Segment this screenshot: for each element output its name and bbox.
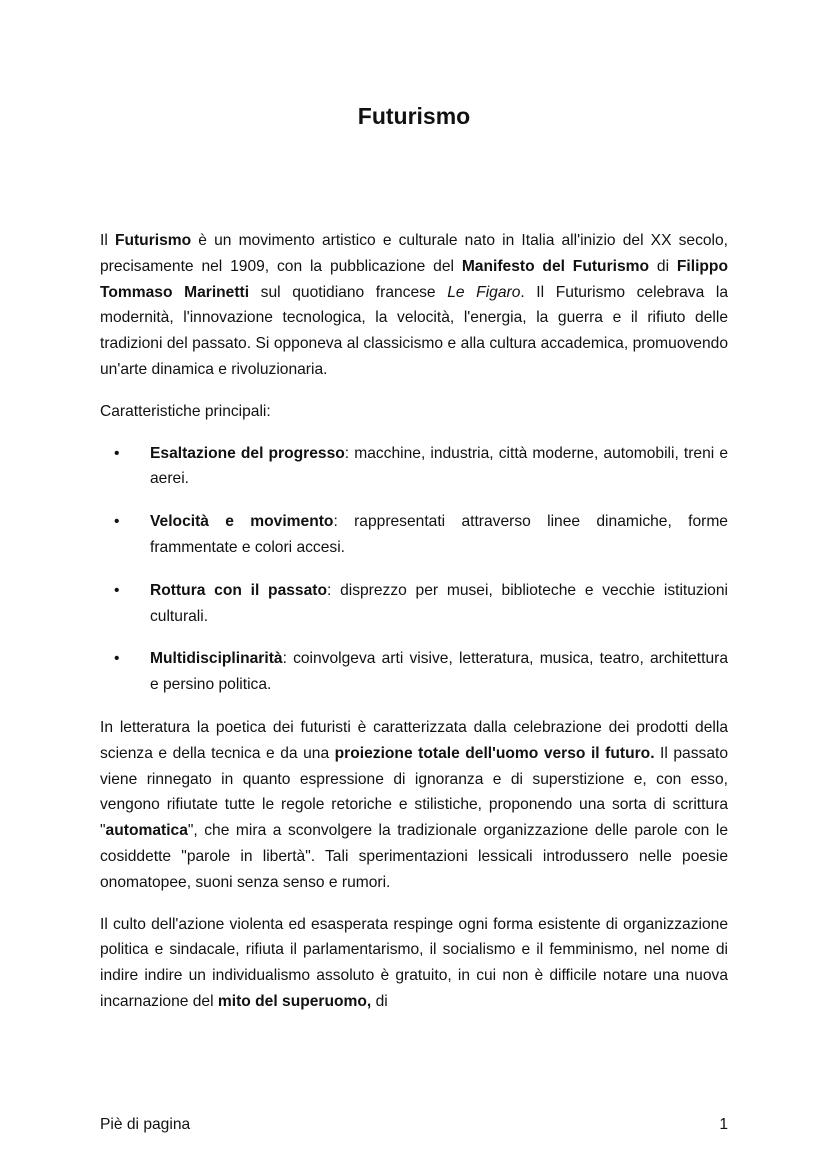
text-run: . Il Futurismo celebrava la modernità, l'innovazione tecnologica, la velocità, l'energia, la guerra e il rifiuto delle tradizioni del passato. Si opponeva al classicismo e alla cultura accademica, promuovendo un'arte dinamica e rivoluzionaria. bbox=[100, 283, 728, 378]
bold-term: Esaltazione del progresso bbox=[150, 444, 345, 462]
document-body bbox=[100, 228, 728, 1031]
text-run: di bbox=[649, 257, 677, 275]
bold-term: Manifesto del Futurismo bbox=[461, 257, 650, 275]
literature-paragraph bbox=[100, 715, 728, 896]
text-run: Il bbox=[100, 232, 115, 249]
features-list bbox=[100, 441, 728, 698]
bold-term: Rottura con il passato bbox=[150, 581, 327, 599]
list-item bbox=[100, 578, 728, 630]
bullet-icon: • bbox=[114, 513, 120, 531]
footer-label: Piè di pagina bbox=[100, 1116, 191, 1133]
bold-term: proiezione totale dell'uomo verso il futuro. bbox=[334, 744, 655, 762]
text-run: ", che mira a sconvolgere la tradizionale organizzazione delle parole con le cosiddette "parole in libertà". Tali sperimentazioni lessicali introdussero nelle poesie onomatopee, suoni senza senso e rumori. bbox=[100, 822, 728, 891]
bold-term: mito del superuomo, bbox=[217, 992, 372, 1010]
bold-term: Futurismo bbox=[114, 232, 192, 249]
bold-term: Filippo Tommaso Marinetti bbox=[100, 257, 728, 301]
features-heading: Caratteristiche principali: bbox=[100, 402, 271, 420]
bullet-icon: • bbox=[114, 444, 120, 462]
bold-term: Velocità e movimento bbox=[150, 513, 334, 531]
text-run: è un movimento artistico e culturale nato in Italia all'inizio del XX secolo, precisamente nel 1909, con la pubblicazione del bbox=[100, 232, 729, 275]
intro-paragraph bbox=[100, 228, 728, 383]
page-title: Futurismo bbox=[357, 103, 471, 129]
text-run: di bbox=[371, 992, 388, 1010]
text-run: In letteratura la poetica dei futuristi è caratterizzata dalla celebrazione dei prodotti della scienza e della tecnica e da una bbox=[100, 718, 728, 762]
list-item bbox=[100, 441, 728, 493]
page-footer bbox=[100, 1116, 728, 1134]
text-run: : disprezzo per musei, biblioteche e vecchie istituzioni culturali. bbox=[150, 581, 728, 625]
text-run: Il culto dell'azione violenta ed esasperata respinge ogni forma esistente di organizzazione politica e sindacale, rifiuta il parlamentarismo, il socialismo e il femminismo, nel nome di indire indire un individualismo assoluto è gratuito, in cui non è difficile notare una nuova incarnazione del bbox=[100, 915, 728, 1010]
bullet-icon: • bbox=[114, 581, 120, 599]
text-run: sul quotidiano francese bbox=[249, 283, 448, 301]
bold-term: Multidisciplinarità bbox=[150, 650, 283, 668]
italic-term: Le Figaro bbox=[447, 283, 521, 301]
text-run: : rappresentati attraverso linee dinamiche, forme frammentate e colori accesi. bbox=[150, 513, 728, 556]
page-number: 1 bbox=[719, 1116, 728, 1133]
cult-paragraph bbox=[100, 912, 728, 1015]
text-run: Il passato viene rinnegato in quanto espressione di ignoranza e di superstizione e, con esso, vengono rifiutate tutte le regole retoriche e stilistiche, proponendo una sorta di scrittura " bbox=[100, 744, 729, 840]
list-item bbox=[100, 509, 728, 561]
bold-term: automatica bbox=[105, 822, 188, 840]
list-item bbox=[100, 646, 728, 698]
text-run: : coinvolgeva arti visive, letteratura, musica, teatro, architettura e persino politica. bbox=[150, 650, 728, 694]
bullet-icon: • bbox=[114, 650, 120, 668]
text-run: : macchine, industria, città moderne, automobili, treni e aerei. bbox=[150, 444, 729, 488]
